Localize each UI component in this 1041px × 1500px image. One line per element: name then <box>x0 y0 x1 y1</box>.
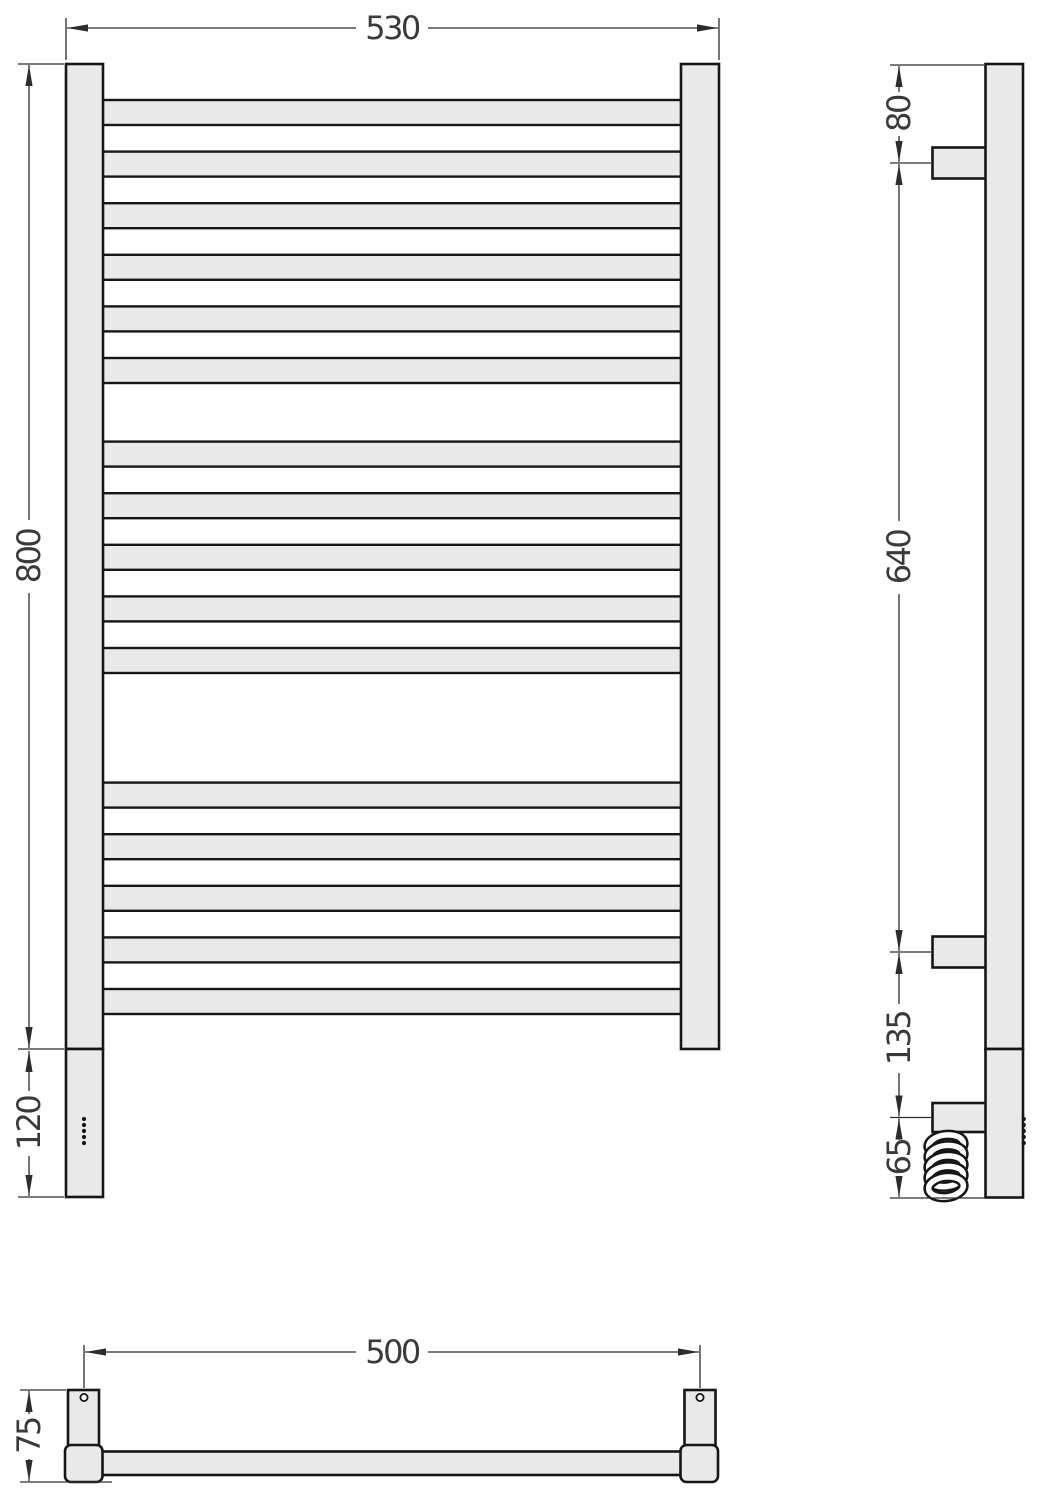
indicator-dot-side <box>1022 1129 1026 1133</box>
bottom-view <box>65 1390 718 1482</box>
dim-label-530: 530 <box>365 9 419 47</box>
indicator-dot-side <box>1022 1135 1026 1139</box>
rung <box>101 886 683 911</box>
dim-label-640: 640 <box>880 530 918 585</box>
rung <box>101 152 683 177</box>
dim-label-135: 135 <box>880 1011 918 1066</box>
dim-label-80: 80 <box>880 96 918 132</box>
indicator-dot-side <box>1022 1123 1026 1127</box>
bottom-crossbar <box>102 1452 681 1476</box>
dim-label-120: 120 <box>10 1096 48 1151</box>
front-left-post <box>66 64 103 1049</box>
rung <box>101 783 683 808</box>
rung <box>101 648 683 673</box>
rung <box>101 203 683 228</box>
rung <box>101 545 683 570</box>
dim-label-500: 500 <box>365 1333 419 1371</box>
rung <box>101 989 683 1014</box>
front-view <box>66 64 719 1197</box>
side-heater-housing <box>986 1049 1024 1198</box>
power-cable-coil <box>927 1133 964 1199</box>
indicator-dot-side <box>1022 1117 1026 1121</box>
rung <box>101 255 683 280</box>
right-screw-hole <box>696 1394 703 1401</box>
side-view <box>927 64 1025 1199</box>
indicator-dot <box>82 1135 86 1139</box>
rung <box>101 306 683 331</box>
side-vertical-bar <box>986 64 1024 1049</box>
dim-label-75: 75 <box>10 1418 48 1454</box>
dim-heater-height <box>10 1051 64 1197</box>
rung-set <box>101 100 683 1014</box>
rung <box>101 937 683 962</box>
left-screw-hole <box>80 1394 87 1401</box>
side-lower-wall-bracket <box>933 937 987 968</box>
bottom-left-foot <box>65 1445 103 1482</box>
front-right-post <box>681 64 719 1049</box>
indicator-dot-side <box>1022 1141 1026 1145</box>
side-cable-connection-box <box>933 1103 987 1132</box>
dim-overall-width <box>66 9 719 60</box>
dim-mount-centers <box>84 1333 700 1388</box>
rung <box>101 493 683 518</box>
rung <box>101 100 683 125</box>
bottom-right-foot <box>681 1445 719 1482</box>
indicator-dot <box>82 1141 86 1145</box>
dim-overall-height <box>10 64 64 1049</box>
dim-label-65: 65 <box>880 1139 918 1176</box>
dim-bracket-centers <box>880 164 931 952</box>
rung <box>101 596 683 621</box>
side-upper-wall-bracket <box>933 148 987 179</box>
rung <box>101 442 683 467</box>
dim-bracket-to-outlet <box>880 953 931 1118</box>
indicator-dot <box>82 1117 86 1121</box>
rung <box>101 834 683 859</box>
indicator-dot <box>82 1129 86 1133</box>
dim-label-800: 800 <box>10 529 48 584</box>
indicator-dot <box>82 1123 86 1127</box>
rung <box>101 358 683 383</box>
